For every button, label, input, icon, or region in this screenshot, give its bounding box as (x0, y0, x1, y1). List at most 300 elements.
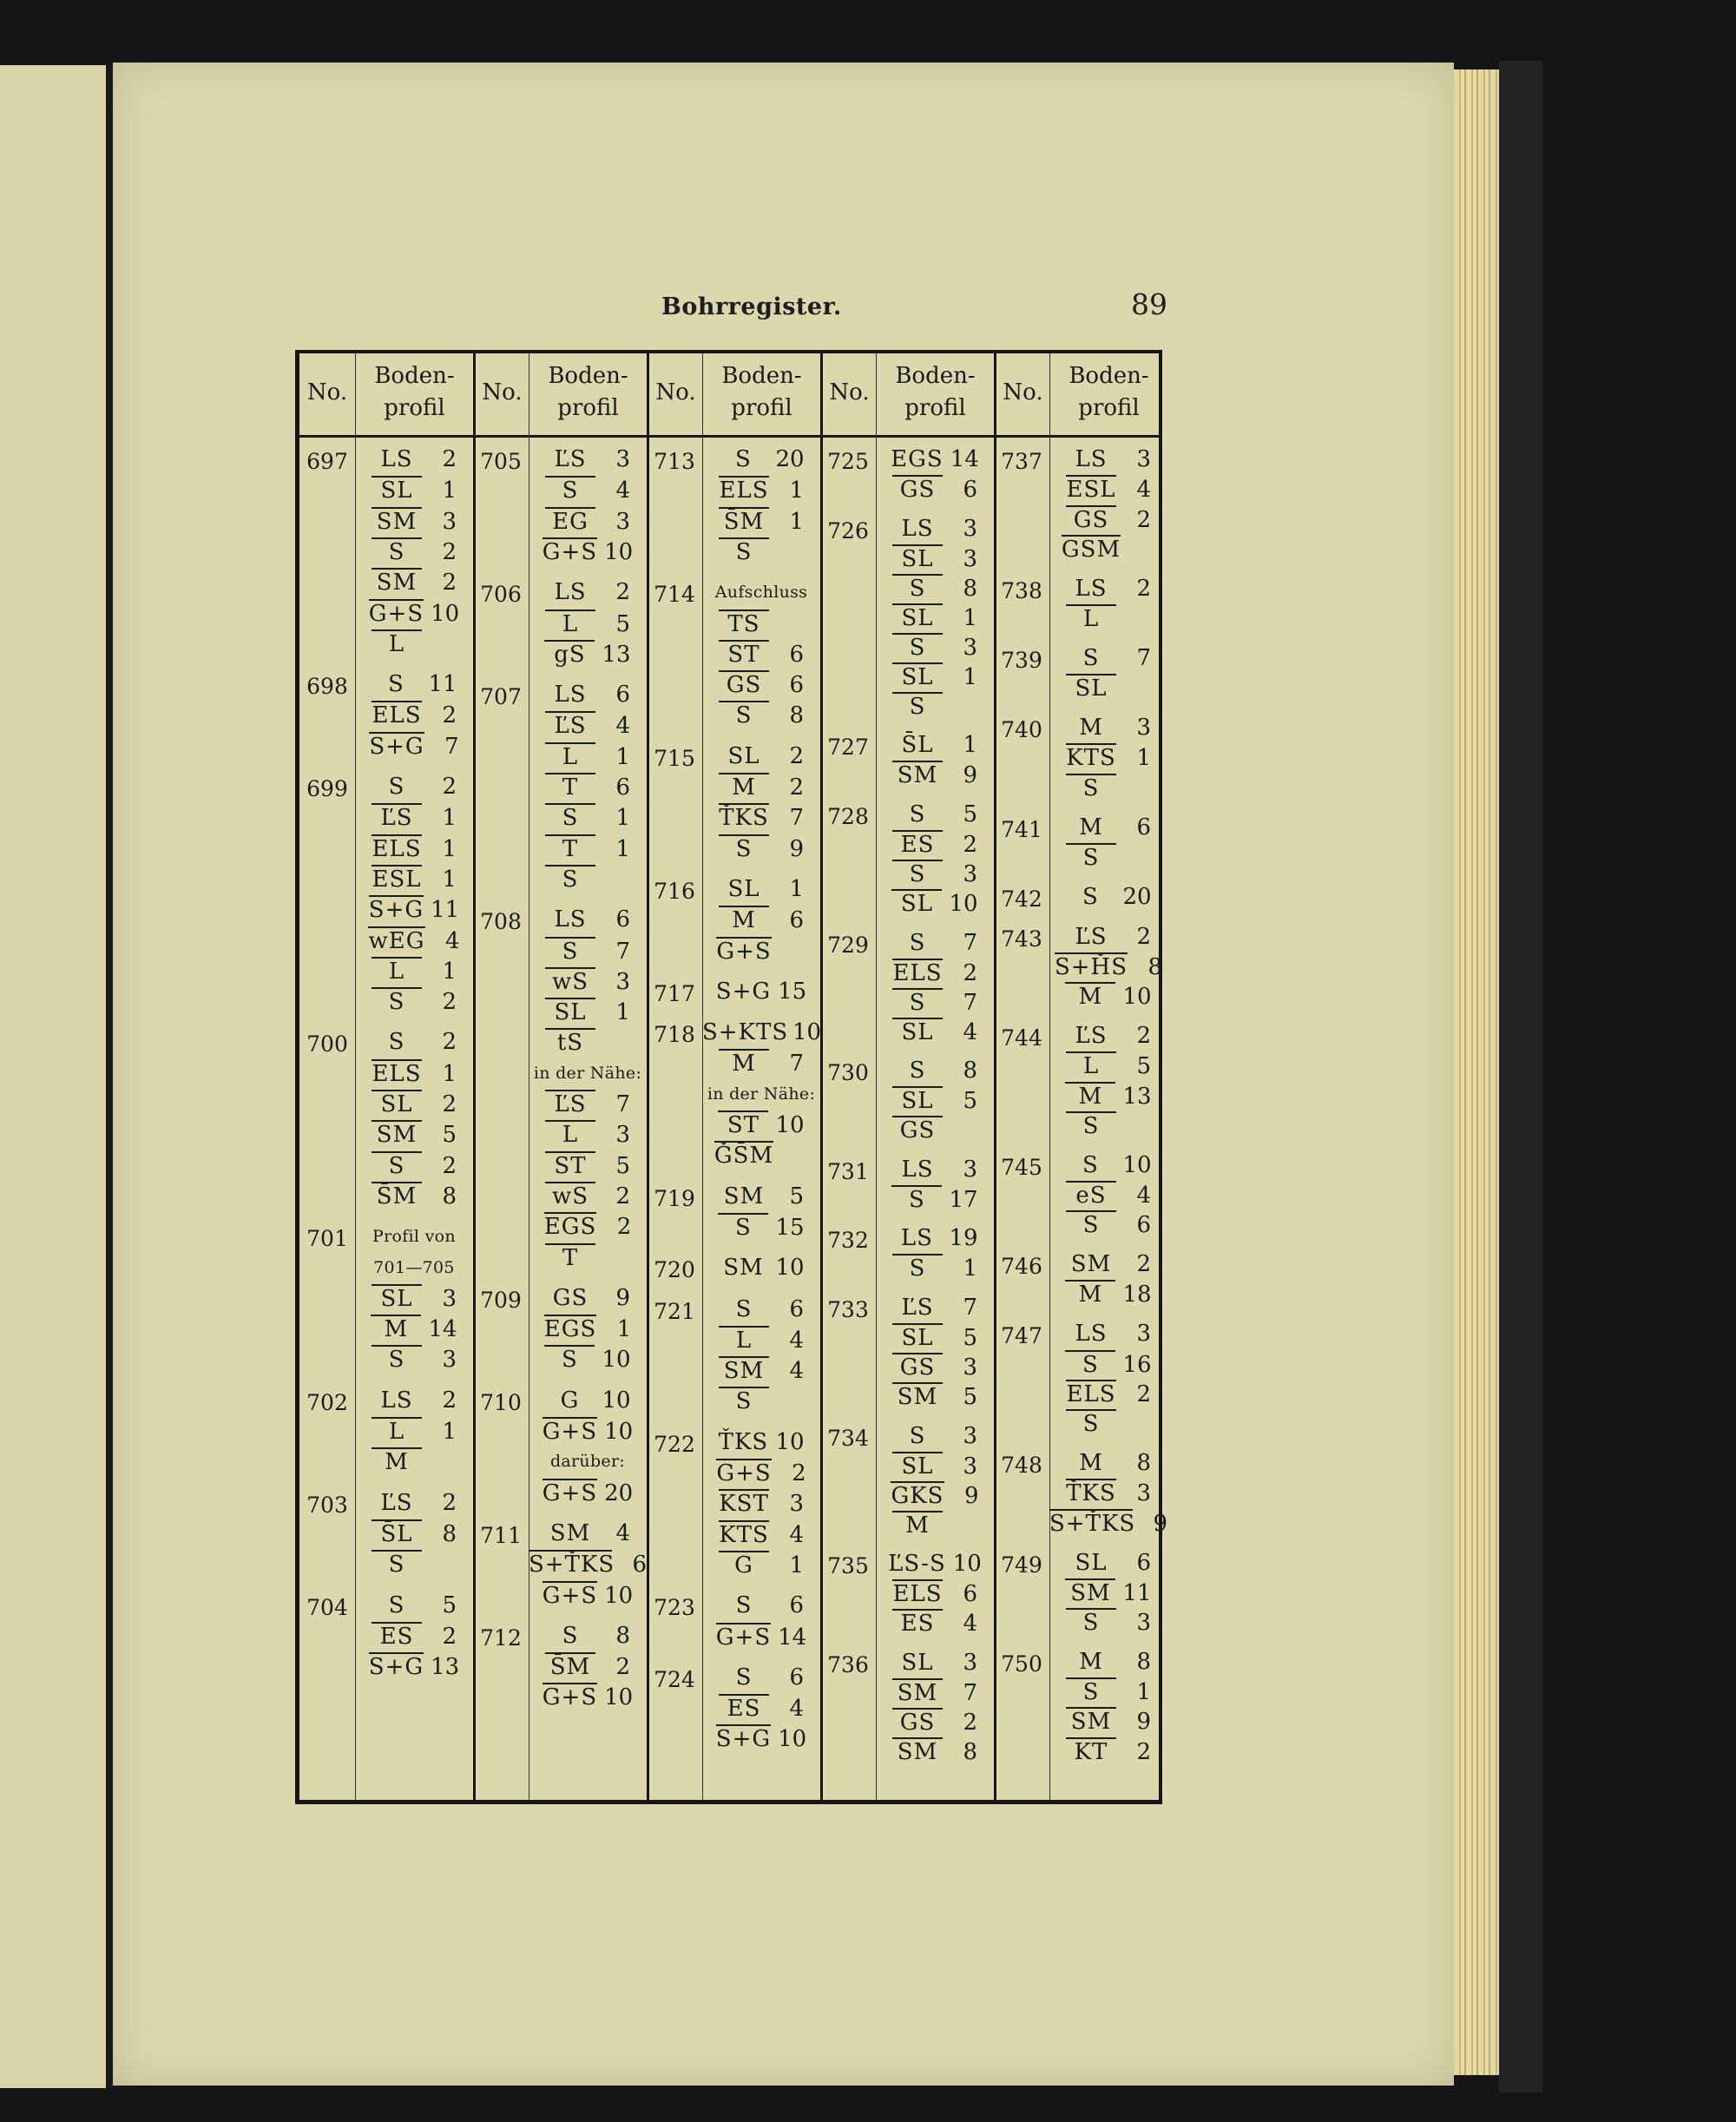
profile-layer (876, 1353, 994, 1381)
profile-layer (529, 937, 647, 965)
layer-thickness: 9 (789, 835, 804, 862)
bohrung-number: 699 (306, 776, 348, 801)
layer-symbol: S̄M (545, 1652, 595, 1680)
layer-symbol: S (909, 801, 926, 827)
profile-layer (702, 1592, 820, 1620)
layer-symbol: SM (892, 1382, 943, 1410)
profile-layer (355, 1622, 473, 1651)
profile-layer (529, 803, 647, 832)
layer-symbol: ELS (719, 478, 769, 504)
bohrung-number: 734 (827, 1425, 869, 1451)
profile-layer (529, 967, 647, 996)
layer-thickness: 2 (442, 538, 457, 565)
layer-thickness: 2 (442, 774, 457, 800)
layer-thickness: 15 (778, 978, 807, 1005)
layer-symbol: S (735, 1592, 753, 1619)
bohrung-number: 736 (827, 1651, 869, 1677)
bohrung-number: 709 (480, 1287, 522, 1313)
profile-layer (876, 1511, 994, 1539)
layer-symbol: SM (1070, 1251, 1112, 1278)
profile-layer (1049, 604, 1167, 633)
profile-layer (876, 959, 994, 987)
layer-symbol: eS (1066, 1181, 1116, 1209)
profile-layer (876, 633, 994, 662)
profile-layer (529, 1683, 647, 1711)
layer-symbol: GSM (1061, 536, 1121, 563)
profile-layer (702, 476, 820, 504)
layer-thickness: 2 (442, 1387, 457, 1414)
layer-symbol: L (1066, 604, 1116, 632)
profile-layer (1049, 1677, 1167, 1706)
layer-symbol: S+ŤKS (529, 1552, 615, 1578)
layer-thickness: 1 (442, 805, 457, 832)
bohrung-number: 710 (480, 1389, 522, 1415)
profile-layer (876, 1294, 994, 1322)
column-header-no: No. (1003, 379, 1043, 405)
layer-thickness: 5 (963, 801, 977, 827)
layer-symbol: G+S (542, 1684, 598, 1711)
profile-layer (355, 1417, 473, 1446)
profile-layer (702, 445, 820, 474)
bohrung-number: 721 (654, 1298, 695, 1324)
profile-layer (1049, 1082, 1167, 1110)
layer-symbol: LS (554, 579, 587, 606)
layer-symbol: GS (892, 1353, 943, 1381)
profile-layer (1049, 674, 1167, 702)
layer-symbol: S (388, 774, 405, 800)
profile-layer (529, 906, 647, 934)
layer-symbol: S (1082, 883, 1099, 910)
profile-layer (355, 987, 473, 1016)
profile-layer (702, 1183, 820, 1211)
layer-thickness: 10 (604, 538, 634, 565)
bohrung-number: 715 (654, 745, 695, 771)
layer-symbol: M (1079, 814, 1103, 840)
facing-page-edge (0, 65, 118, 2088)
layer-symbol: GKS (891, 1482, 944, 1509)
layer-thickness: 8 (1136, 1648, 1151, 1675)
layer-thickness: 3 (442, 1285, 457, 1312)
layer-thickness: 3 (963, 634, 977, 661)
profile-layer (1049, 743, 1167, 772)
column-header-profile: Boden- profil (1069, 363, 1149, 421)
layer-symbol: S (562, 1622, 579, 1649)
layer-thickness: 3 (1136, 715, 1151, 741)
profile-layer (702, 701, 820, 729)
layer-thickness: 20 (775, 446, 805, 472)
layer-thickness: 1 (789, 875, 804, 902)
layer-thickness: 6 (789, 1592, 804, 1619)
layer-thickness: 10 (604, 1582, 634, 1609)
profile-layer (529, 1151, 647, 1180)
layer-symbol: gS (544, 640, 595, 668)
profile-layer (355, 926, 473, 955)
layer-thickness: 7 (963, 929, 977, 956)
bohrung-number: 702 (306, 1389, 348, 1415)
profile-layer (355, 670, 473, 699)
running-title: Bohrregister. (661, 293, 842, 320)
layer-symbol: S (909, 1058, 926, 1084)
profile-layer (1049, 1181, 1167, 1209)
layer-thickness: 4 (963, 1018, 977, 1045)
profile-layer (355, 537, 473, 566)
layer-thickness: 1 (1136, 1679, 1151, 1706)
layer-symbol: EGS (543, 1316, 597, 1343)
layer-symbol: SL (892, 1018, 943, 1045)
layer-thickness: 3 (615, 968, 630, 995)
bohrung-number: 737 (1001, 449, 1042, 474)
layer-thickness: 9 (615, 1284, 630, 1311)
profile-layer (876, 1579, 994, 1608)
profile-layer (1049, 1449, 1167, 1478)
profile-layer (355, 1284, 473, 1313)
layer-symbol: S (1066, 1677, 1116, 1705)
layer-symbol: Aufschluss (714, 583, 808, 603)
layer-symbol: S+G (368, 897, 424, 924)
profile-layer (529, 476, 647, 504)
layer-thickness: 2 (1136, 923, 1151, 950)
layer-thickness: 3 (963, 515, 977, 542)
profile-layer (702, 1326, 820, 1354)
bohrung-number: 747 (1001, 1323, 1042, 1349)
layer-thickness: 2 (1136, 575, 1151, 602)
bohrung-number: 728 (827, 803, 869, 829)
profile-layer (529, 998, 647, 1026)
profile-layer (355, 1387, 473, 1415)
layer-symbol: M (1079, 715, 1103, 741)
profile-layer (355, 895, 473, 924)
bohrung-number: 720 (654, 1257, 695, 1283)
layer-thickness: 5 (963, 1384, 977, 1411)
profile-layer (702, 670, 820, 699)
layer-thickness: 17 (949, 1186, 978, 1213)
bohrung-number: 729 (827, 932, 869, 958)
profile-layer (876, 544, 994, 573)
bohrung-number: 725 (827, 449, 869, 474)
layer-thickness: 2 (442, 702, 457, 729)
profile-layer (529, 834, 647, 863)
profile-layer (876, 731, 994, 760)
layer-thickness: 7 (789, 805, 804, 832)
layer-thickness: 4 (444, 927, 460, 954)
layer-symbol: ĽS (372, 803, 422, 831)
layer-symbol: ST (718, 1110, 768, 1138)
bohrung-number: 745 (1001, 1154, 1042, 1180)
layer-symbol: SM (892, 1737, 943, 1765)
layer-symbol: S (1066, 774, 1116, 801)
layer-symbol: SM (723, 1255, 764, 1282)
layer-thickness: 1 (442, 1060, 457, 1087)
layer-thickness: 10 (1122, 1151, 1152, 1178)
layer-thickness: 3 (789, 1491, 804, 1518)
layer-symbol: G+S (542, 1582, 598, 1609)
column-header-profile: Boden- profil (548, 363, 628, 421)
profile-layer (529, 1090, 647, 1118)
profile-layer (529, 1028, 647, 1057)
layer-thickness: 10 (604, 1684, 634, 1711)
layer-symbol: S (545, 865, 595, 893)
layer-symbol: ELS (372, 1060, 422, 1087)
profile-layer (876, 1224, 994, 1253)
layer-symbol: M (892, 1511, 943, 1539)
layer-symbol: ĽS (1075, 1023, 1108, 1050)
layer-thickness: 6 (963, 477, 977, 504)
profile-layer (355, 701, 473, 729)
bohrung-number: 698 (306, 674, 348, 700)
profile-layer (702, 1141, 820, 1170)
layer-symbol: L (372, 1417, 422, 1445)
profile-layer (529, 1284, 647, 1313)
layer-symbol: S (718, 1213, 768, 1241)
bohrung-number: 719 (654, 1185, 695, 1211)
profile-layer (1049, 1280, 1167, 1308)
layer-thickness: 4 (789, 1696, 804, 1723)
bohrung-number: 730 (827, 1060, 869, 1086)
layer-thickness: 6 (789, 907, 804, 934)
column-header-profile: Boden- profil (721, 363, 802, 421)
profile-layer (355, 1345, 473, 1374)
layer-thickness: 8 (1136, 1450, 1151, 1477)
layer-thickness: 3 (963, 1156, 977, 1183)
bohrung-number: 701 (306, 1226, 348, 1252)
layer-thickness: 7 (444, 733, 459, 760)
profile-layer (876, 988, 994, 1017)
layer-thickness: 14 (778, 1624, 807, 1651)
bohrung-number: 706 (480, 582, 522, 608)
layer-thickness: 10 (1122, 984, 1152, 1011)
profile-layer (355, 1489, 473, 1518)
layer-thickness: 6 (632, 1552, 647, 1578)
layer-symbol: T (545, 1243, 595, 1271)
layer-symbol: LS (1075, 575, 1108, 602)
profile-layer (1049, 535, 1167, 563)
bohrung-number: 740 (1001, 717, 1042, 743)
layer-thickness: 13 (431, 1654, 460, 1681)
layer-symbol: L (372, 629, 422, 657)
layer-thickness: 8 (442, 1183, 457, 1209)
layer-thickness: 6 (615, 682, 630, 708)
layer-thickness: 7 (963, 989, 977, 1016)
profile-layer (529, 1417, 647, 1446)
layer-symbol: SL (892, 1323, 943, 1351)
layer-thickness: 2 (615, 579, 630, 606)
layer-thickness: 5 (442, 1592, 457, 1618)
profile-layer (1049, 1051, 1167, 1080)
layer-thickness: 5 (963, 1088, 977, 1115)
layer-thickness: 1 (442, 478, 457, 504)
layer-thickness: 6 (615, 774, 630, 801)
layer-symbol: S (372, 1345, 422, 1373)
layer-symbol: ST (719, 640, 769, 668)
layer-thickness: 1 (789, 1552, 804, 1578)
layer-symbol: S (545, 476, 595, 504)
layer-symbol: S+ȞS (1054, 953, 1128, 980)
layer-symbol: GS (1066, 505, 1116, 533)
bohrung-number: 697 (306, 449, 348, 474)
layer-symbol: SL (1066, 674, 1116, 702)
layer-symbol: S+G (368, 1654, 424, 1681)
layer-symbol: SL (891, 889, 942, 917)
bohrregister-table (295, 350, 1167, 1804)
layer-thickness: 8 (615, 1622, 630, 1649)
bohrung-number: 748 (1001, 1453, 1042, 1479)
profile-layer (876, 929, 994, 958)
bohrung-number: 717 (654, 980, 695, 1006)
layer-thickness: 10 (775, 1255, 805, 1282)
layer-thickness: 3 (963, 1354, 977, 1381)
profile-layer (355, 1652, 473, 1681)
layer-symbol: M (1065, 1280, 1115, 1308)
profile-layer (1049, 1509, 1167, 1538)
no-column-2 (473, 353, 529, 1800)
profile-layer (355, 732, 473, 761)
profile-layer (702, 1018, 820, 1047)
no-column-1 (299, 353, 355, 1800)
layer-symbol: S+G (715, 1726, 772, 1753)
layer-thickness: 8 (963, 1738, 977, 1765)
profile-layer (702, 1623, 820, 1651)
profile-layer (529, 865, 647, 893)
layer-symbol: ST (545, 1151, 595, 1179)
layer-symbol: ĽS (554, 446, 587, 472)
layer-symbol: S (1066, 1210, 1116, 1238)
bohrung-number: 714 (654, 582, 695, 608)
profile-layer (355, 957, 473, 985)
layer-symbol: ĽS (901, 1295, 934, 1321)
layer-symbol: S (719, 834, 769, 862)
profile-layer (529, 578, 647, 607)
layer-thickness: 1 (442, 866, 457, 893)
profile-layer (529, 1059, 647, 1088)
layer-symbol: M (372, 1447, 422, 1475)
profile-layer (355, 1059, 473, 1088)
layer-symbol: SM (892, 1678, 943, 1706)
profile-layer (1049, 1250, 1167, 1279)
layer-symbol: wS (545, 1182, 595, 1209)
profile-layer (1049, 475, 1167, 504)
profile-layer (529, 742, 647, 771)
layer-thickness: 4 (1136, 477, 1151, 504)
profile-layer (702, 834, 820, 863)
layer-symbol: S̄L (372, 1519, 422, 1547)
profile-layer (876, 1422, 994, 1451)
profile-layer (876, 1649, 994, 1677)
profile-layer (876, 1708, 994, 1736)
layer-symbol: SM (372, 568, 422, 596)
layer-thickness: 3 (442, 1347, 457, 1374)
layer-thickness: 8 (442, 1520, 457, 1547)
layer-symbol: KTS (719, 1521, 769, 1548)
layer-symbol: S̄M (719, 507, 769, 535)
profile-layer (876, 1323, 994, 1352)
profile-layer (529, 681, 647, 709)
layer-symbol: S (388, 1029, 405, 1056)
profile-layer (1049, 1409, 1167, 1438)
layer-symbol: GS (552, 1284, 589, 1311)
layer-thickness: 6 (789, 1295, 804, 1322)
layer-symbol: ELS (372, 835, 422, 862)
profile-layer (876, 515, 994, 544)
profile-layer (355, 476, 473, 504)
layer-thickness: 1 (963, 604, 977, 631)
layer-symbol: SL (892, 662, 943, 690)
profile-layer (355, 507, 473, 536)
profile-layer (355, 599, 473, 628)
profile-layer (702, 978, 820, 1006)
layer-symbol: GS (892, 1116, 943, 1143)
column-header-profile: Boden- profil (895, 363, 976, 421)
profile-layer (529, 1447, 647, 1476)
layer-thickness: 4 (615, 1519, 630, 1546)
layer-symbol: ĽS-S (888, 1551, 946, 1578)
bohrung-number: 704 (306, 1594, 348, 1620)
layer-thickness: 14 (428, 1316, 457, 1343)
layer-symbol: ĽS (380, 1489, 413, 1516)
layer-symbol: SM (723, 1183, 765, 1209)
layer-symbol: GS (892, 475, 943, 503)
layer-thickness: 2 (442, 1489, 457, 1516)
profile-layer (876, 1018, 994, 1046)
book-cover-edge (1499, 61, 1542, 2092)
profile-layer (529, 1622, 647, 1651)
layer-thickness: 6 (789, 672, 804, 699)
layer-symbol: LS (1075, 446, 1108, 472)
layer-thickness: 3 (963, 1649, 977, 1676)
layer-thickness: 3 (1136, 1610, 1151, 1637)
layer-thickness: 2 (442, 446, 457, 472)
profile-layer (529, 507, 647, 536)
layer-symbol: S (544, 1345, 595, 1373)
profile-layer (702, 906, 820, 934)
layer-symbol: SL (892, 603, 943, 631)
profile-layer (702, 1551, 820, 1579)
profile-layer (529, 537, 647, 566)
layer-symbol: S (909, 1422, 926, 1449)
profile-layer (529, 1550, 647, 1578)
layer-thickness: 6 (789, 641, 804, 668)
layer-symbol: S+ŤKS (1049, 1510, 1136, 1537)
profile-layer (1049, 1380, 1167, 1408)
profile-layer (876, 761, 994, 789)
layer-symbol: in der Nähe: (533, 1063, 642, 1083)
bohrung-number: 749 (1001, 1552, 1042, 1578)
layer-thickness: 2 (615, 1183, 630, 1209)
layer-symbol: S (892, 633, 943, 661)
profile-layer (1049, 982, 1167, 1011)
profile-layer (702, 1213, 820, 1242)
layer-thickness: 20 (1122, 883, 1152, 910)
layer-thickness: 7 (963, 1679, 977, 1706)
layer-thickness: 1 (789, 508, 804, 535)
layer-symbol: S (372, 987, 422, 1015)
bohrung-number: 703 (306, 1492, 348, 1518)
layer-symbol: ŤKS (1066, 1480, 1116, 1507)
layer-symbol: ĽS (545, 711, 595, 739)
layer-thickness: 8 (789, 702, 804, 729)
layer-thickness: 2 (442, 1152, 457, 1179)
profile-layer (355, 834, 473, 863)
layer-symbol: LS (380, 1387, 413, 1414)
layer-symbol: S (735, 1295, 753, 1322)
layer-symbol: G+S (716, 1460, 772, 1486)
profile-layer (702, 1356, 820, 1385)
profile-layer (702, 937, 820, 965)
profile-layer (1049, 1608, 1167, 1637)
layer-symbol: GS (719, 670, 769, 698)
layer-thickness: 1 (616, 1316, 632, 1343)
profile-layer (702, 1520, 820, 1549)
profile-layer (1049, 505, 1167, 534)
